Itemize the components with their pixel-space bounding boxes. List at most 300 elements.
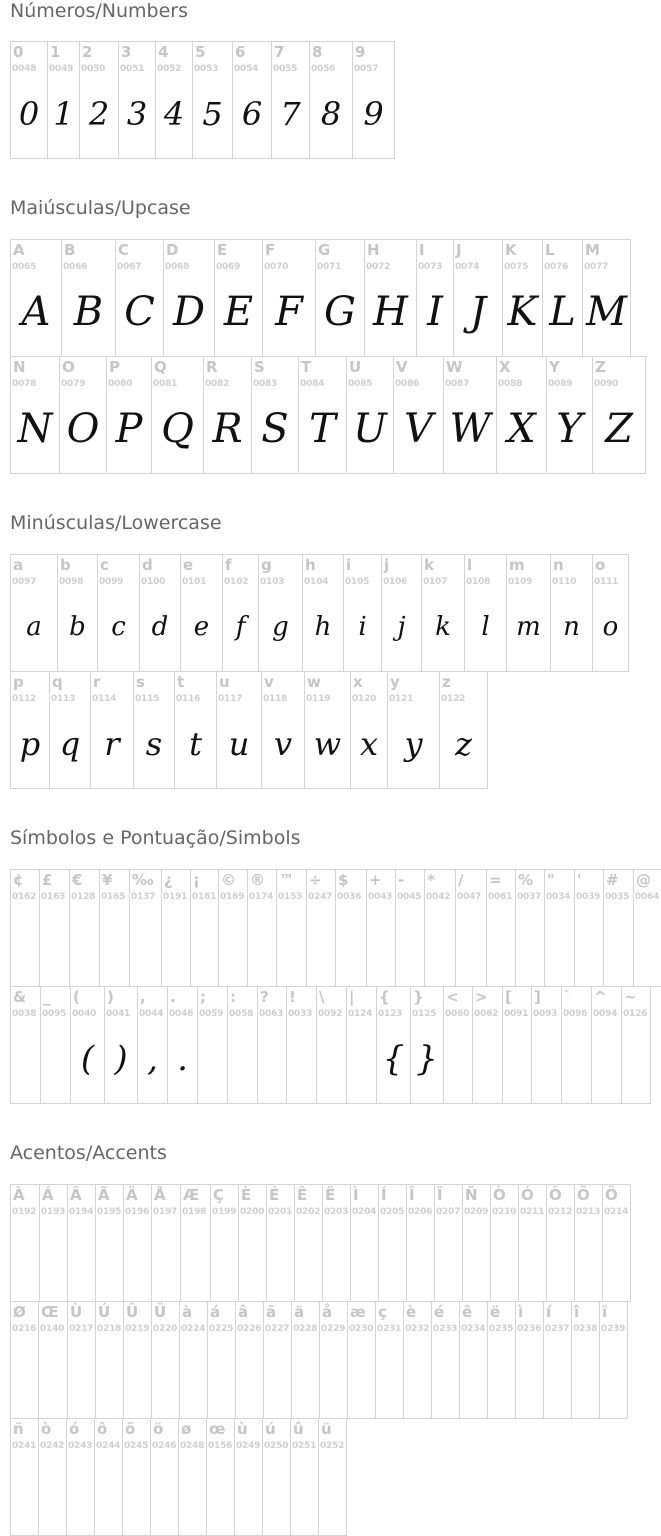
glyph-code-label: 0044 (139, 1009, 164, 1019)
glyph-cell (38, 1301, 68, 1419)
glyph-cell (443, 356, 497, 474)
glyph-cell (366, 869, 396, 987)
glyph-code-label: 0085 (348, 379, 373, 389)
glyph-sample (404, 1330, 431, 1418)
glyph-code-label: 0198 (182, 1207, 207, 1217)
glyph-code-label: 0112 (12, 694, 37, 704)
glyph-cell (591, 986, 622, 1104)
glyph-character-label: M (585, 241, 600, 259)
glyph-cell (251, 356, 299, 474)
glyph-character-label: T (301, 358, 312, 376)
glyph-character-label: 6 (235, 43, 246, 61)
glyph-sample (292, 1330, 319, 1418)
glyph-code-label: 0249 (236, 1441, 261, 1451)
glyph-code-label: 0192 (12, 1207, 37, 1217)
glyph-character-label: : (230, 988, 236, 1006)
glyph-character-label: ? (260, 988, 269, 1006)
glyph-sample (491, 1213, 518, 1301)
glyph-character-label: Ë (325, 1186, 336, 1204)
glyph-sample (181, 1213, 210, 1301)
glyph-cell (151, 1184, 181, 1302)
glyph-cell (387, 671, 440, 789)
glyph-sample (287, 1015, 316, 1103)
glyph-sample (152, 1213, 180, 1301)
glyph-code-label: 0124 (348, 1009, 373, 1019)
glyph-code-label: 0122 (441, 694, 466, 704)
section-title-symbols: Símbolos e Pontuação/Simbols (10, 827, 301, 849)
glyph-code-label: 0165 (101, 892, 126, 902)
glyph-sample: g (272, 612, 289, 642)
glyph-character-label: * (427, 871, 435, 889)
glyph-sample: P (115, 406, 143, 452)
glyph-character-label: Ï (437, 1186, 443, 1204)
glyph-code-label: 0053 (194, 64, 219, 74)
upcase-row-2 (10, 356, 645, 474)
glyph-cell (424, 869, 456, 987)
glyph-sample: X (507, 406, 536, 452)
glyph-character-label: J (456, 241, 462, 259)
glyph-character-label: ê (462, 1303, 473, 1321)
glyph-sample (407, 1213, 434, 1301)
glyph-character-label: è (406, 1303, 417, 1321)
glyph-sample: e (193, 612, 210, 642)
glyph-code-label: 0081 (153, 379, 178, 389)
glyph-code-label: 0102 (224, 577, 249, 587)
glyph-code-label: 0077 (584, 262, 609, 272)
glyph-character-label: ¡ (193, 871, 200, 889)
glyph-character-label: ø (181, 1420, 192, 1438)
glyph-sample (95, 1447, 122, 1535)
glyph-cell (410, 986, 444, 1104)
glyph-cell (123, 1184, 152, 1302)
glyph-character-label: ï (602, 1303, 608, 1321)
glyph-cell (161, 869, 191, 987)
glyph-code-label: 0056 (311, 64, 336, 74)
glyph-character-label: 8 (312, 43, 323, 61)
glyph-cell (10, 239, 62, 357)
glyph-sample (463, 1213, 490, 1301)
glyph-character-label: Ø (13, 1303, 26, 1321)
glyph-cell (515, 869, 545, 987)
glyph-cell (197, 986, 228, 1104)
glyph-cell (180, 554, 223, 672)
glyph-code-label: 0244 (96, 1441, 121, 1451)
glyph-code-label: 0213 (576, 1207, 601, 1217)
glyph-sample: v (273, 725, 293, 763)
glyph-sample: u (228, 725, 250, 763)
glyph-sample: R (212, 406, 243, 452)
glyph-sample (347, 1015, 376, 1103)
glyph-cell (561, 986, 592, 1104)
glyph-code-label: 0205 (380, 1207, 405, 1217)
glyph-character-label: { (379, 988, 390, 1006)
glyph-character-label: í (546, 1303, 552, 1321)
glyph-code-label: 0209 (464, 1207, 489, 1217)
glyph-character-label: Õ (577, 1186, 590, 1204)
glyph-character-label: k (424, 556, 434, 574)
glyph-cell (550, 554, 593, 672)
glyph-sample (516, 1330, 543, 1418)
glyph-sample (379, 1213, 406, 1301)
glyph-sample: U (353, 406, 387, 452)
glyph-code-label: 0072 (366, 262, 391, 272)
glyph-sample (516, 898, 544, 986)
glyph-character-label: ™ (279, 871, 294, 889)
glyph-cell (104, 986, 138, 1104)
glyph-cell (531, 986, 562, 1104)
glyph-sample (68, 1213, 95, 1301)
glyph-cell (574, 1184, 603, 1302)
glyph-cell (496, 356, 547, 474)
glyph-code-label: 0163 (41, 892, 66, 902)
glyph-sample: p (19, 725, 41, 763)
glyph-character-label: Y (549, 358, 560, 376)
glyph-cell (302, 554, 344, 672)
glyph-sample (432, 1330, 459, 1418)
glyph-code-label: 0137 (131, 892, 156, 902)
glyph-code-label: 0116 (176, 694, 201, 704)
glyph-character-label: U (349, 358, 362, 376)
glyph-code-label: 0200 (240, 1207, 265, 1217)
glyph-code-label: 0106 (383, 577, 408, 587)
glyph-cell (235, 1301, 264, 1419)
glyph-sample (248, 898, 276, 986)
glyph-code-label: 0140 (40, 1324, 65, 1334)
glyph-sample: o (602, 612, 619, 642)
glyph-code-label: 0242 (40, 1441, 65, 1451)
glyph-sample: D (172, 289, 206, 335)
glyph-character-label: I (419, 241, 425, 259)
glyph-cell (490, 1184, 519, 1302)
glyph-cell (335, 869, 367, 987)
glyph-character-label: Ã (98, 1186, 110, 1204)
glyph-cell (350, 1184, 379, 1302)
glyph-code-label: 0236 (517, 1324, 542, 1334)
glyph-sample: W (449, 406, 491, 452)
glyph-cell (174, 671, 217, 789)
glyph-sample (264, 1330, 291, 1418)
glyph-character-label: Æ (183, 1186, 200, 1204)
glyph-code-label: 0033 (288, 1009, 313, 1019)
glyph-code-label: 0073 (418, 262, 443, 272)
glyph-code-label: 0238 (573, 1324, 598, 1334)
glyph-sample (295, 1213, 322, 1301)
glyph-cell (70, 986, 105, 1104)
glyph-character-label: É (269, 1186, 280, 1204)
glyph-code-label: 0229 (321, 1324, 346, 1334)
glyph-sample (40, 1213, 67, 1301)
glyph-cell (10, 671, 50, 789)
glyph-code-label: 0098 (59, 577, 84, 587)
glyph-sample (592, 1015, 621, 1103)
glyph-sample (320, 1330, 347, 1418)
glyph-code-label: 0061 (488, 892, 513, 902)
glyph-sample (473, 1015, 502, 1103)
glyph-character-label: ü (321, 1420, 332, 1438)
glyph-cell (544, 869, 575, 987)
glyph-character-label: G (318, 241, 331, 259)
glyph-character-label: é (434, 1303, 445, 1321)
glyph-sample: J (469, 289, 487, 335)
glyph-sample: k (435, 612, 451, 642)
glyph-character-label: 0 (13, 43, 24, 61)
glyph-code-label: 0243 (68, 1441, 93, 1451)
glyph-sample: c (111, 612, 126, 642)
glyph-sample (207, 1447, 234, 1535)
glyph-character-label: m (509, 556, 525, 574)
glyph-character-label: E (217, 241, 228, 259)
glyph-cell (322, 1184, 351, 1302)
glyph-cell (364, 239, 417, 357)
glyph-sample (123, 1447, 150, 1535)
glyph-code-label: 0153 (278, 892, 303, 902)
glyph-cell (222, 554, 259, 672)
glyph-character-label: á (210, 1303, 221, 1321)
glyph-code-label: 0103 (260, 577, 285, 587)
glyph-character-label: Ì (353, 1186, 359, 1204)
glyph-sample: F (275, 289, 303, 335)
glyph-character-label: ‰ (132, 871, 154, 889)
glyph-code-label: 0074 (455, 262, 480, 272)
glyph-cell (218, 869, 248, 987)
glyph-sample (11, 1015, 40, 1103)
glyph-sample: a (26, 612, 42, 642)
glyph-cell (49, 671, 91, 789)
glyph-code-label: 0109 (508, 577, 533, 587)
glyph-code-label: 0233 (433, 1324, 458, 1334)
glyph-cell (343, 554, 382, 672)
glyph-code-label: 0037 (517, 892, 542, 902)
glyph-sample: r (104, 725, 120, 763)
glyph-character-label: , (140, 988, 146, 1006)
glyph-sample (634, 898, 661, 986)
glyph-character-label: ) (107, 988, 114, 1006)
glyph-cell (439, 671, 488, 789)
glyph-code-label: 0048 (12, 64, 37, 74)
glyph-code-label: 0207 (436, 1207, 461, 1217)
glyph-character-label: ú (265, 1420, 276, 1438)
glyph-cell (261, 671, 305, 789)
glyph-code-label: 0107 (423, 577, 448, 587)
glyph-code-label: 0220 (153, 1324, 178, 1334)
glyph-cell (69, 869, 100, 987)
glyph-sample (396, 898, 424, 986)
glyph-cell (406, 1184, 435, 1302)
glyph-sample: S (261, 406, 289, 452)
glyph-sample (11, 1330, 38, 1418)
glyph-sample (291, 1447, 318, 1535)
glyph-sample: H (373, 289, 408, 335)
glyph-character-label: ® (250, 871, 265, 889)
glyph-character-label: " (547, 871, 555, 889)
glyph-cell (192, 41, 233, 159)
glyph-code-label: 0083 (253, 379, 278, 389)
glyph-code-label: 0202 (296, 1207, 321, 1217)
glyph-code-label: 0226 (237, 1324, 262, 1334)
glyph-sample: B (73, 289, 104, 335)
glyph-sample: T (309, 406, 336, 452)
glyph-character-label: s (136, 673, 145, 691)
glyph-cell (393, 356, 444, 474)
glyph-code-label: 0082 (205, 379, 230, 389)
glyph-cell (582, 239, 631, 357)
glyph-code-label: 0214 (604, 1207, 629, 1217)
glyph-sample (547, 1213, 574, 1301)
glyph-cell (10, 1184, 40, 1302)
glyph-code-label: 0241 (12, 1441, 37, 1451)
glyph-sample: 9 (363, 95, 384, 133)
glyph-cell (150, 1418, 179, 1536)
glyph-code-label: 0216 (12, 1324, 37, 1334)
glyph-cell (10, 1418, 39, 1536)
glyph-cell (592, 554, 629, 672)
glyph-character-label: î (574, 1303, 580, 1321)
glyph-cell (603, 869, 634, 987)
glyph-character-label: Å (154, 1186, 166, 1204)
glyph-cell (180, 1184, 211, 1302)
glyph-sample: ( (80, 1039, 95, 1079)
glyph-code-label: 0084 (300, 379, 325, 389)
glyph-sample (487, 898, 515, 986)
glyph-code-label: 0218 (97, 1324, 122, 1334)
glyph-cell (178, 1418, 207, 1536)
glyph-character-label: ^ (594, 988, 607, 1006)
glyph-sample: 2 (88, 95, 110, 133)
glyph-code-label: 0114 (92, 694, 117, 704)
glyph-character-label: Ò (493, 1186, 506, 1204)
glyph-cell (38, 1418, 67, 1536)
glyph-sample (258, 1015, 286, 1103)
glyph-character-label: ç (378, 1303, 387, 1321)
glyph-cell (453, 239, 503, 357)
glyph-code-label: 0093 (533, 1009, 558, 1019)
glyph-code-label: 0191 (163, 892, 188, 902)
glyph-character-label: È (241, 1186, 252, 1204)
glyph-sample (376, 1330, 403, 1418)
glyph-sample (124, 1330, 151, 1418)
glyph-sample (180, 1330, 207, 1418)
glyph-sample: I (427, 289, 443, 335)
glyph-character-label: ñ (13, 1420, 24, 1438)
glyph-cell (472, 986, 503, 1104)
glyph-code-label: 0101 (182, 577, 207, 587)
glyph-cell (207, 1301, 236, 1419)
glyph-character-label: S (254, 358, 265, 376)
glyph-code-label: 0055 (273, 64, 298, 74)
glyph-sample (603, 1213, 630, 1301)
glyph-character-label: å (322, 1303, 333, 1321)
glyph-code-label: 0252 (320, 1441, 345, 1451)
glyph-sample: Y (556, 406, 583, 452)
glyph-character-label: q (52, 673, 63, 691)
glyph-sample (348, 1330, 375, 1418)
glyph-character-label: 4 (158, 43, 169, 61)
glyph-sample (124, 1213, 151, 1301)
glyph-cell (309, 41, 353, 159)
glyph-sample (235, 1447, 262, 1535)
glyph-character-label: ( (73, 988, 80, 1006)
glyph-cell (271, 41, 310, 159)
glyph-character-label: ~ (624, 988, 637, 1006)
glyph-code-label: 0040 (72, 1009, 97, 1019)
glyph-sample: y (404, 725, 423, 763)
glyph-cell (234, 1418, 263, 1536)
glyph-cell (518, 1184, 547, 1302)
glyph-code-label: 0228 (293, 1324, 318, 1334)
lowercase-row-1 (10, 554, 628, 672)
glyph-sample (130, 898, 161, 986)
glyph-character-label: v (264, 673, 274, 691)
glyph-cell (464, 554, 507, 672)
glyph-code-label: 0156 (208, 1441, 233, 1451)
glyph-sample (179, 1447, 206, 1535)
glyph-code-label: 0070 (264, 262, 289, 272)
glyph-cell (257, 986, 287, 1104)
glyph-sample: b (69, 612, 86, 642)
glyph-character-label: d (142, 556, 153, 574)
glyph-cell (94, 1418, 123, 1536)
glyph-character-label: Z (595, 358, 606, 376)
accents-row-3 (10, 1418, 346, 1536)
glyph-sample (162, 898, 190, 986)
glyph-cell (378, 1184, 407, 1302)
glyph-cell (571, 1301, 600, 1419)
glyph-code-label: 0062 (474, 1009, 499, 1019)
glyph-sample: V (404, 406, 433, 452)
glyph-sample: t (189, 725, 202, 763)
glyph-code-label: 0210 (492, 1207, 517, 1217)
glyph-character-label: Ù (70, 1303, 83, 1321)
glyph-cell (455, 869, 487, 987)
glyph-character-label: œ (209, 1420, 226, 1438)
glyph-cell (621, 986, 651, 1104)
glyph-sample (336, 898, 366, 986)
glyph-code-label: 0239 (601, 1324, 626, 1334)
glyph-code-label: 0065 (12, 262, 37, 272)
glyph-character-label: f (225, 556, 232, 574)
glyph-character-label: A (13, 241, 25, 259)
glyph-character-label: z (442, 673, 451, 691)
glyph-cell (347, 1301, 376, 1419)
glyph-cell (129, 869, 162, 987)
section-title-accents: Acentos/Accents (10, 1142, 167, 1164)
glyph-character-label: t (177, 673, 185, 691)
glyph-sample: x (359, 725, 379, 763)
glyph-code-label: 0036 (337, 892, 362, 902)
glyph-code-label: 0108 (466, 577, 491, 587)
glyph-character-label: 2 (82, 43, 93, 61)
glyph-code-label: 0035 (605, 892, 630, 902)
glyph-character-label: C (118, 241, 130, 259)
glyph-code-label: 0075 (504, 262, 529, 272)
glyph-sample (317, 1015, 346, 1103)
glyph-sample (444, 1015, 472, 1103)
glyph-cell (502, 986, 532, 1104)
glyph-code-label: 0237 (545, 1324, 570, 1334)
glyph-sample: A (21, 289, 51, 335)
glyph-character-label: _ (43, 988, 51, 1006)
glyph-character-label: R (206, 358, 218, 376)
glyph-sample (267, 1213, 294, 1301)
glyph-sample: L (549, 289, 576, 335)
glyph-sample: Z (605, 406, 633, 452)
glyph-sample (456, 898, 486, 986)
glyph-code-label: 0206 (408, 1207, 433, 1217)
glyph-cell (431, 1301, 460, 1419)
glyph-character-label: H (367, 241, 380, 259)
glyph-cell (262, 239, 316, 357)
glyph-sample: d (151, 612, 169, 642)
